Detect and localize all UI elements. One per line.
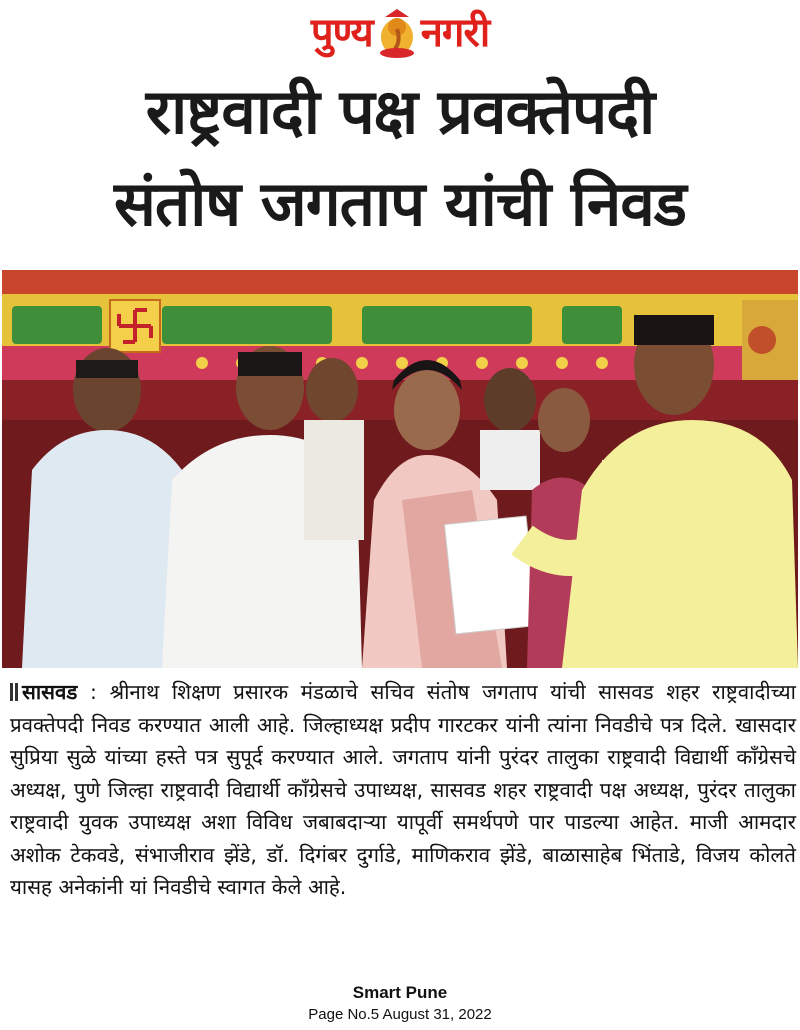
swastika-icon <box>110 300 160 352</box>
footer <box>0 982 800 1026</box>
dateline-separator: : <box>77 680 110 704</box>
headline-line-2: संतोष जगताप यांची निवड <box>114 167 686 240</box>
publication-name: Smart Pune <box>352 983 448 1002</box>
masthead-title-left: पुण्य <box>310 10 373 56</box>
ganesha-emblem-icon <box>377 7 417 59</box>
page-info: Page No.5 August 31, 2022 <box>308 1006 492 1023</box>
dateline-marker <box>10 683 18 701</box>
dateline: सासवड <box>22 680 78 704</box>
masthead-title-right: नगरी <box>420 10 490 56</box>
news-photo <box>2 270 798 668</box>
masthead <box>0 2 800 64</box>
headline-line-1: राष्ट्रवादी पक्ष प्रवक्तेपदी <box>145 75 655 148</box>
article-text: श्रीनाथ शिक्षण प्रसारक मंडळाचे सचिव संतोष जगताप यांची सासवड शहर राष्ट्रवादीच्या प्रवक्तेपदी निवड करण्यात आली आहे. जिल्हाध्यक्ष प्रदीप गारटकर यांनी त्यांना निवडीचे पत्र दिले. खासदार सुप्रिया सुळे यांच्या हस्ते पत्र सुपूर्द करण्यात आले. जगताप यांनी पुरंदर तालुका राष्ट्रवादी विद्यार्थी कॉंग्रेसचे अध्यक्ष, पुणे जिल्हा राष्ट्रवादी विद्यार्थी कॉंग्रेसचे उपाध्यक्ष, सासवड शहर राष्ट्रवादी पक्ष अध्यक्ष, पुरंदर तालुका राष्ट्रवादी युवक उपाध्यक्ष अशा विविध जबाबदाऱ्या यापूर्वी समर्थपणे पार पाडल्या आहेत. माजी आमदार अशोक टेकवडे, संभाजीराव झेंडे, डॉ. दिगंबर दुर्गाडे, माणिकराव झेंडे, बाळासाहेब भिंताडे, विजय कोलते यासह अनेकांनी यां निवडीचे स्वागत केले आहे. <box>10 680 796 899</box>
article-body <box>10 676 796 904</box>
